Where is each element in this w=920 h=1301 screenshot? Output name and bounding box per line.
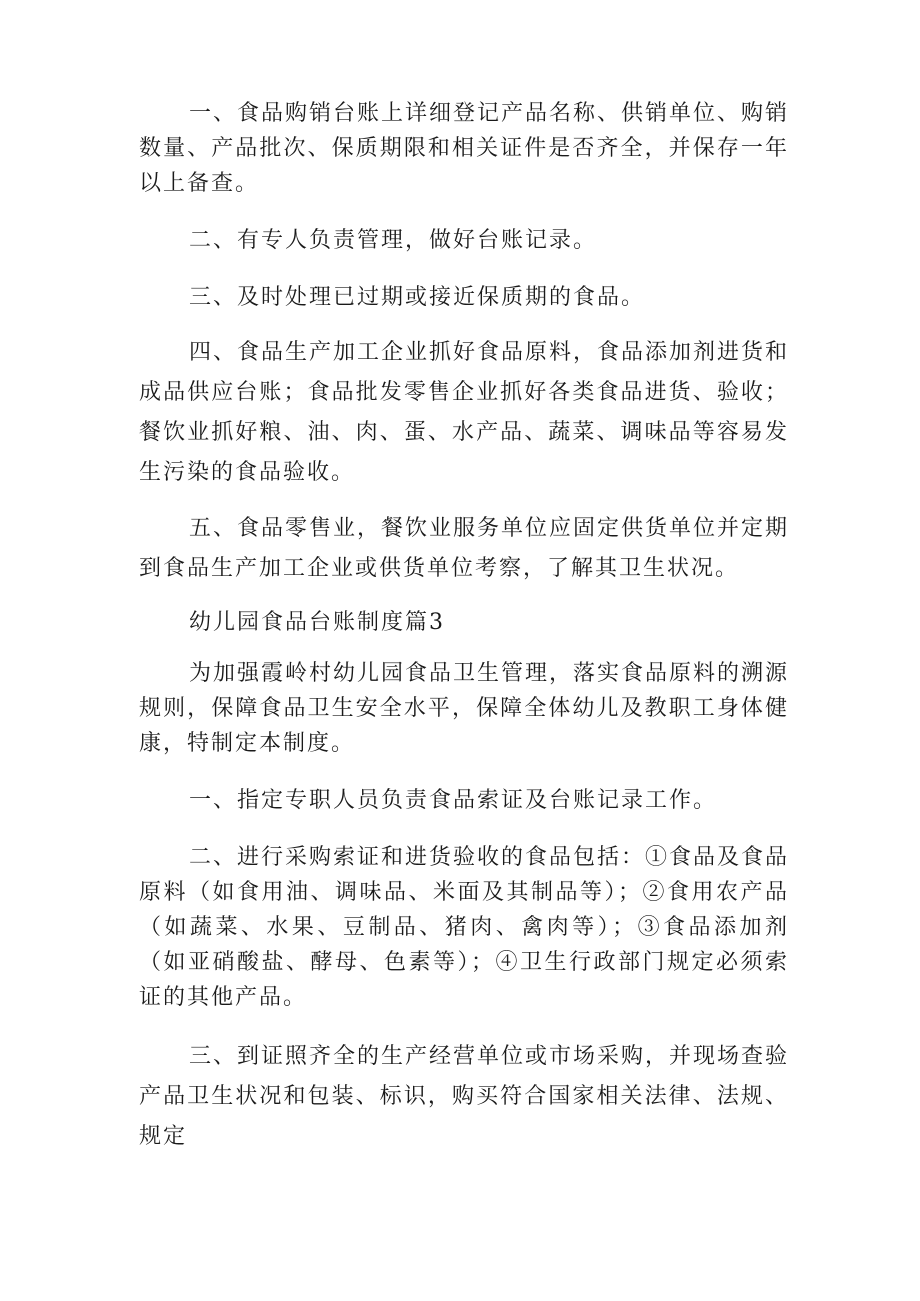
paragraph-food-scope: 二、进行采购索证和进货验收的食品包括：①食品及食品原料（如食用油、调味品、米面及其制品等）；②食用农产品（如蔬菜、水果、豆制品、猪肉、禽肉等）；③食品添加剂（如亚硝酸盐、酵母、色素等）；④卫生行政部门规定必须索证的其他产品。	[139, 845, 790, 1010]
paragraph-ledger-registration: 一、食品购销台账上详细登记产品名称、供销单位、购销数量、产品批次、保质期限和相关证件是否齐全，并保存一年以上备查。	[139, 101, 790, 196]
paragraph-purpose: 为加强霞岭村幼儿园食品卫生管理，落实食品原料的溯源规则，保障食品卫生安全水平，保障全体幼儿及教职工身体健康，特制定本制度。	[139, 661, 790, 756]
paragraph-designated-staff: 一、指定专职人员负责食品索证及台账记录工作。	[189, 788, 718, 813]
document-body	[139, 96, 789, 1157]
paragraph-enterprise-ledgers: 四、食品生产加工企业抓好食品原料，食品添加剂进货和成品供应台账；食品批发零售企业抓好各类食品进货、验收；餐饮业抓好粮、油、肉、蛋、水产品、蔬菜、调味品等容易发生污染的食品验收。	[139, 340, 790, 485]
section-heading: 幼儿园食品台账制度篇3	[189, 610, 445, 635]
paragraph-purchasing: 三、到证照齐全的生产经营单位或市场采购，并现场查验产品卫生状况和包装、标识，购买符合国家相关法律、法规、规定	[139, 1044, 790, 1149]
paragraph-dedicated-management: 二、有专人负责管理，做好台账记录。	[189, 228, 598, 253]
paragraph-retail-suppliers: 五、食品零售业，餐饮业服务单位应固定供货单位并定期到食品生产加工企业或供货单位考察，了解其卫生状况。	[139, 516, 790, 581]
paragraph-expired-food: 三、及时处理已过期或接近保质期的食品。	[189, 285, 646, 310]
